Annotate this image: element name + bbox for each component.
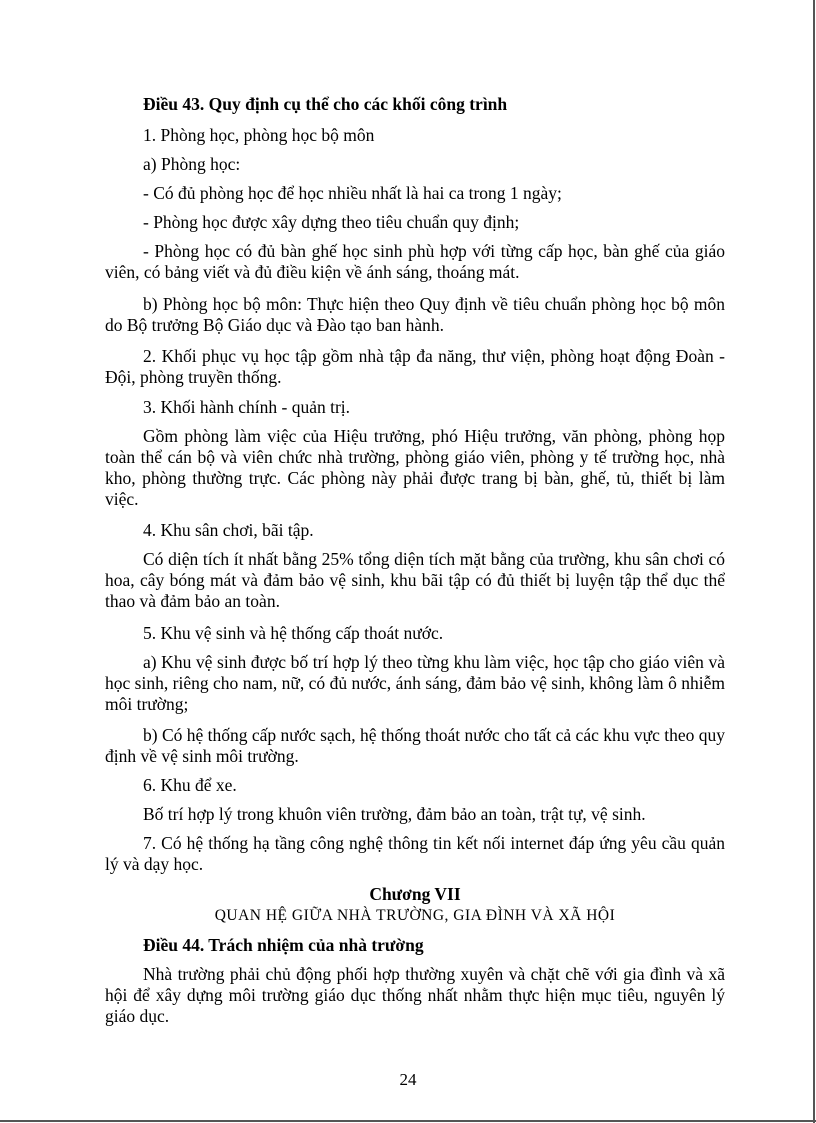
paragraph: 7. Có hệ thống hạ tầng công nghệ thông tin kết nối internet đáp ứng yêu cầu quản lý và dạy học. bbox=[105, 833, 725, 874]
article-44-heading: Điều 44. Trách nhiệm của nhà trường bbox=[143, 935, 424, 955]
paragraph: 6. Khu để xe. bbox=[143, 775, 237, 795]
page-number: 24 bbox=[399, 1070, 417, 1089]
paragraph: Nhà trường phải chủ động phối hợp thường xuyên và chặt chẽ với gia đình và xã hội để xây dựng môi trường giáo dục thống nhất nhằm thực hiện mục tiêu, nguyên lý giáo dục. bbox=[105, 964, 725, 1026]
paragraph: Có diện tích ít nhất bằng 25% tổng diện tích mặt bằng của trường, khu sân chơi có hoa, cây bóng mát và đảm bảo vệ sinh, khu bãi tập có đủ thiết bị luyện tập thể dục thể thao và đảm bảo an toàn. bbox=[105, 549, 725, 611]
paragraph: - Phòng học có đủ bàn ghế học sinh phù hợp với từng cấp học, bàn ghế của giáo viên, có bảng viết và đủ điều kiện về ánh sáng, thoáng mát. bbox=[105, 241, 725, 282]
paragraph: 4. Khu sân chơi, bãi tập. bbox=[143, 520, 314, 540]
page-edge-shadow-bottom bbox=[0, 1120, 816, 1122]
chapter-subtitle: QUAN HỆ GIỮA NHÀ TRƯỜNG, GIA ĐÌNH VÀ XÃ HỘI bbox=[214, 907, 616, 924]
paragraph: 1. Phòng học, phòng học bộ môn bbox=[143, 125, 375, 145]
paragraph: a) Phòng học: bbox=[143, 154, 241, 174]
paragraph: 5. Khu vệ sinh và hệ thống cấp thoát nước. bbox=[143, 623, 444, 643]
paragraph: 2. Khối phục vụ học tập gồm nhà tập đa năng, thư viện, phòng hoạt động Đoàn - Đội, phòng truyền thống. bbox=[105, 346, 725, 387]
paragraph: b) Có hệ thống cấp nước sạch, hệ thống thoát nước cho tất cả các khu vực theo quy định về vệ sinh môi trường. bbox=[105, 725, 725, 766]
paragraph: a) Khu vệ sinh được bố trí hợp lý theo từng khu làm việc, học tập cho giáo viên và học sinh, riêng cho nam, nữ, có đủ nước, ánh sáng, đảm bảo vệ sinh, không làm ô nhiễm môi trường; bbox=[105, 652, 725, 714]
paragraph: 3. Khối hành chính - quản trị. bbox=[143, 397, 351, 417]
article-43-heading: Điều 43. Quy định cụ thể cho các khối công trình bbox=[143, 94, 508, 114]
paragraph: b) Phòng học bộ môn: Thực hiện theo Quy định về tiêu chuẩn phòng học bộ môn do Bộ trưởng Bộ Giáo dục và Đào tạo ban hành. bbox=[105, 294, 725, 335]
paragraph: Bố trí hợp lý trong khuôn viên trường, đảm bảo an toàn, trật tự, vệ sinh. bbox=[143, 804, 646, 824]
paragraph: - Phòng học được xây dựng theo tiêu chuẩn quy định; bbox=[143, 212, 520, 232]
paragraph: Gồm phòng làm việc của Hiệu trưởng, phó Hiệu trưởng, văn phòng, phòng họp toàn thể cán bộ và viên chức nhà trường, phòng giáo viên, phòng y tế trường học, nhà kho, phòng thường trực. Các phòng này phải được trang bị bàn, ghế, tủ, thiết bị làm việc. bbox=[105, 426, 725, 509]
paragraph: - Có đủ phòng học để học nhiều nhất là hai ca trong 1 ngày; bbox=[143, 183, 562, 203]
page-edge-shadow-right bbox=[813, 0, 815, 1123]
chapter-title: Chương VII bbox=[369, 884, 461, 904]
